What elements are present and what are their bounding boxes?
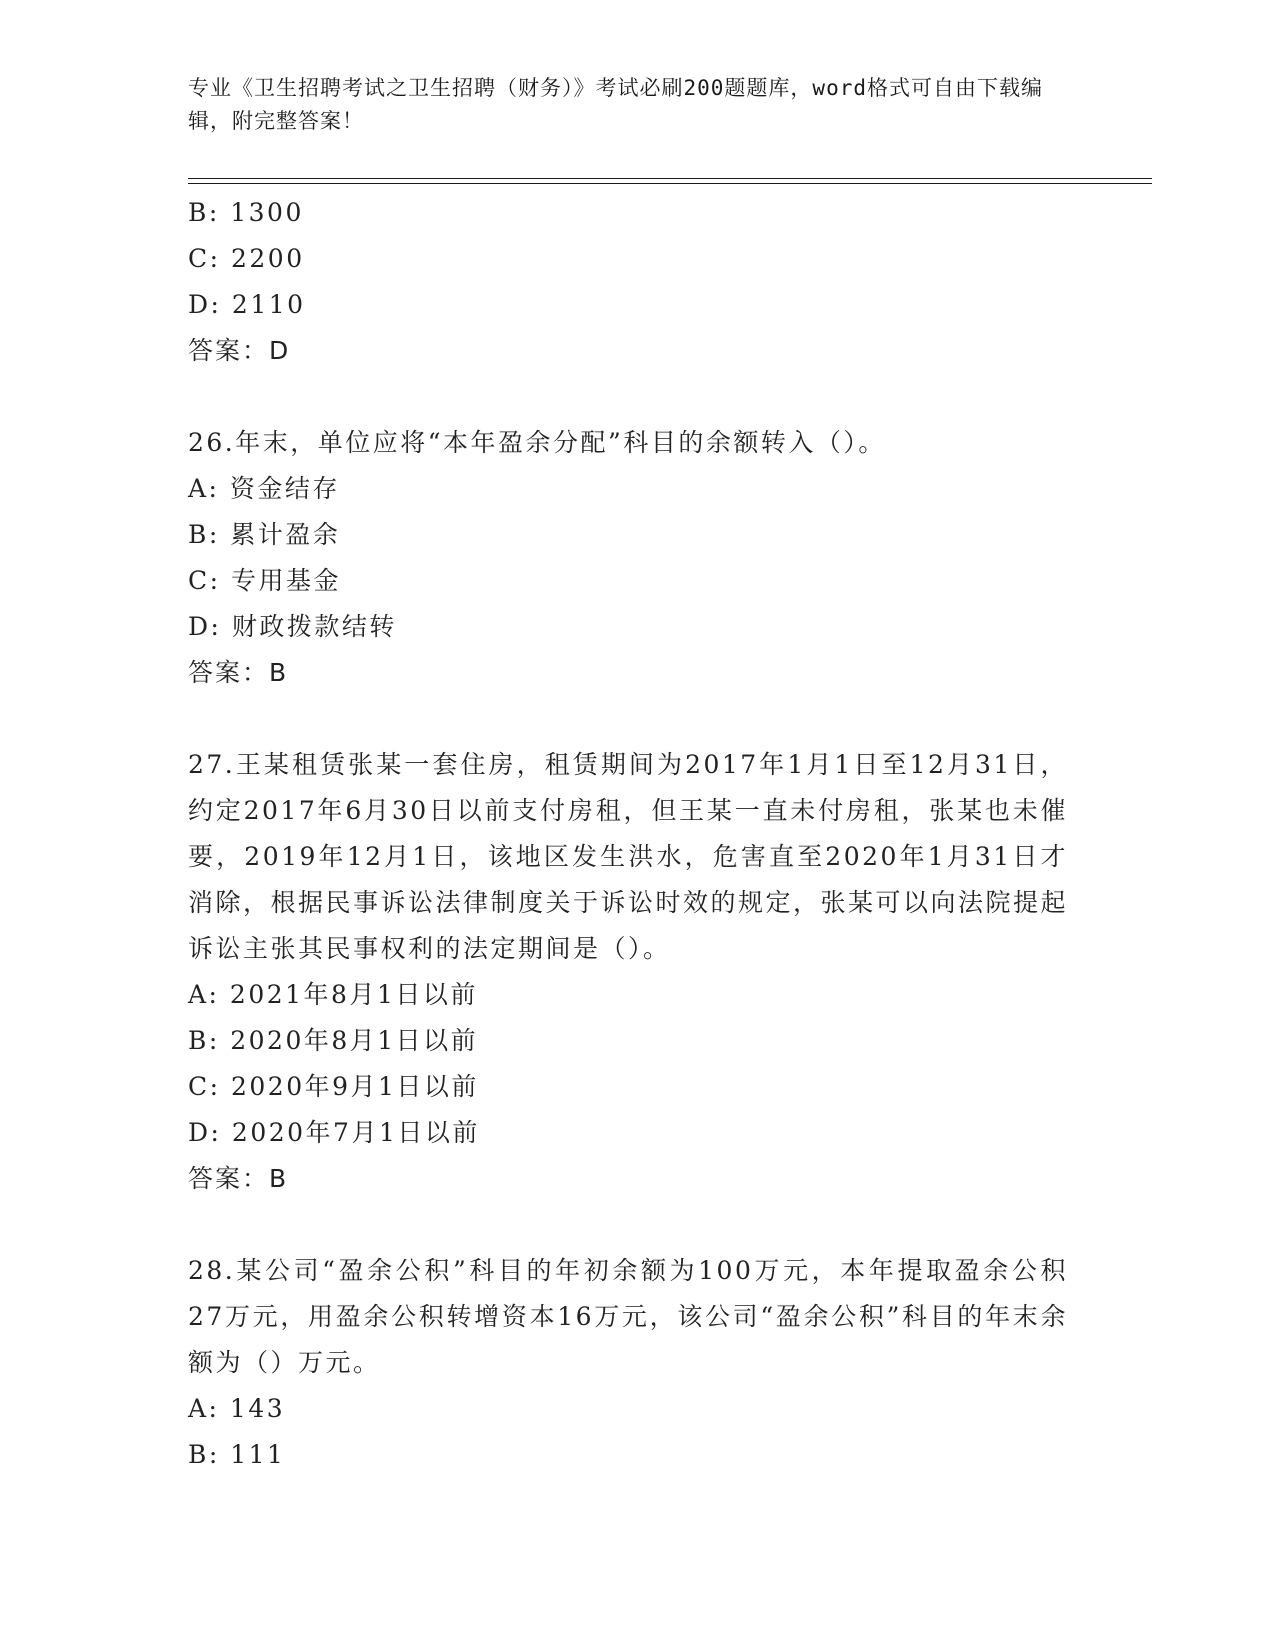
spacer [188, 1202, 1088, 1248]
option-c: C: 专用基金 [188, 566, 341, 595]
question-text: 27.王某租赁张某一套住房，租赁期间为2017年1月1日至12月31日，约定2017年6月30日以前支付房租，但王某一直未付房租，张某也未催要，2019年12月1日，该地区发生洪水，危害直至2020年1月31日才消除，根据民事诉讼法律制度关于诉讼时效的规定，张某可以向法院提起诉讼主张其民事权利的法定期间是（）。 [188, 750, 1069, 963]
spacer [188, 374, 1088, 420]
question-text: 26.年末，单位应将“本年盈余分配”科目的余额转入（）。 [188, 428, 886, 457]
document-header: 专业《卫生招聘考试之卫生招聘（财务）》考试必刷200题题库，word格式可自由下载编辑，附完整答案！ [188, 76, 1043, 133]
option-b: B: 1300 [188, 198, 304, 227]
option-c: C: 2020年9月1日以前 [188, 1072, 479, 1101]
answer-line: 答案：B [188, 1164, 289, 1193]
answer-line: 答案：D [188, 336, 291, 365]
option-a: A: 资金结存 [188, 474, 340, 503]
option-b: B: 111 [188, 1440, 286, 1469]
question-list [188, 190, 1088, 1478]
question-text: 28.某公司“盈余公积”科目的年初余额为100万元，本年提取盈余公积27万元，用盈余公积转增资本16万元，该公司“盈余公积”科目的年末余额为（）万元。 [188, 1256, 1068, 1377]
question-27 [188, 742, 1088, 1202]
answer-line: 答案：B [188, 658, 289, 687]
question-26 [188, 420, 1088, 696]
question-28 [188, 1248, 1088, 1478]
spacer [188, 696, 1088, 742]
option-a: A: 2021年8月1日以前 [188, 980, 478, 1009]
header-rule-top [188, 178, 1152, 179]
option-d: D: 财政拨款结转 [188, 612, 397, 641]
option-b: B: 累计盈余 [188, 520, 341, 549]
option-d: D: 2110 [188, 290, 306, 319]
header-rule-bottom [188, 183, 1152, 184]
option-b: B: 2020年8月1日以前 [188, 1026, 479, 1055]
option-d: D: 2020年7月1日以前 [188, 1118, 480, 1147]
question-25-continued [188, 190, 1088, 374]
option-c: C: 2200 [188, 244, 305, 273]
option-a: A: 143 [188, 1394, 286, 1423]
